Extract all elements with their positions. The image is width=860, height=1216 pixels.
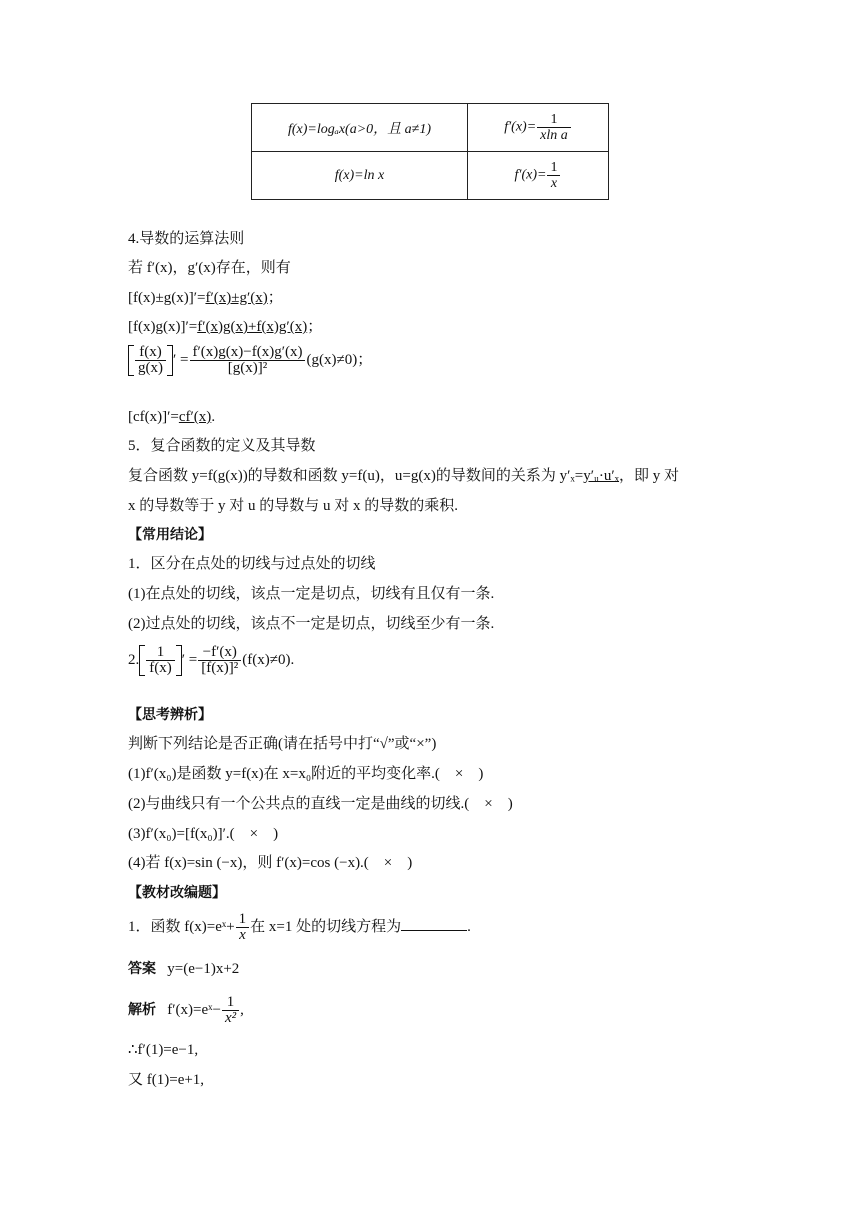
table-cell: f′(x)= $\frac{1}{\text{xln a}}$: [468, 104, 609, 152]
fraction: $\frac{1}{x}$: [236, 912, 250, 943]
rule-product: [f(x)g(x)]′=f′(x)g(x)+f(x)g′(x)；: [128, 319, 323, 335]
section-heading: 【教材改编题】: [128, 885, 226, 901]
exercise-question: 1．函数 f(x)=eˣ+ $\frac{1}{x}$ 在 x=1 处的切线方程为 .: [128, 911, 471, 943]
paragraph: (1)在点处的切线，该点一定是切点，切线有且仅有一条.: [128, 586, 495, 602]
paragraph: (2)过点处的切线，该点不一定是切点，切线至少有一条.: [128, 616, 495, 632]
section-heading: 【思考辨析】: [128, 707, 212, 723]
table-cell: f(x)=logₐx(a>0，且 a≠1): [252, 104, 468, 152]
fraction: $\frac{f'(x)g(x)-f(x)g'(x)}{\text{[g(x)]²}}$: [190, 345, 306, 376]
rule-sum: [f(x)±g(x)]′=f′(x)±g′(x)；: [128, 290, 283, 306]
table-row: [252, 104, 609, 152]
paragraph: 复合函数 y=f(g(x))的导数和函数 y=f(u)，u=g(x)的导数间的关系为 y′ₓ=y′ᵤ·u′ₓ，即 y 对: [128, 468, 680, 484]
section-heading: 【常用结论】: [128, 527, 212, 543]
section-heading: 5．复合函数的定义及其导数: [128, 438, 316, 454]
answer-blank: [401, 916, 467, 931]
list-item: (4)若 f(x)=sin (−x)，则 f′(x)=cos (−x).( × ): [128, 855, 413, 871]
paragraph: 若 f′(x)，g′(x)存在，则有: [128, 260, 291, 276]
fraction: $\frac{1}{\text{xln a}}$: [537, 112, 571, 143]
fraction: $\frac{-f'(x)}{\text{[f(x)]²}}$: [198, 645, 241, 676]
fraction: $\frac{1}{x}$: [547, 160, 560, 191]
table-row: [252, 152, 609, 200]
derivative-formula-table: [251, 103, 609, 200]
paragraph: 1．区分在点处的切线与过点处的切线: [128, 556, 376, 572]
list-item: (1)f′(x₀)是函数 y=f(x)在 x=x₀附近的平均变化率.( × ): [128, 766, 484, 782]
table-cell: f′(x)= $\frac{1}{x}$: [468, 152, 609, 200]
paragraph: 又 f(1)=e+1,: [128, 1072, 205, 1088]
list-item: (3)f′(x₀)=[f(x₀)]′.( × ): [128, 826, 279, 842]
bracket: $\frac{f(x)}{g(x)}$: [128, 345, 173, 376]
paragraph: 判断下列结论是否正确(请在括号中打“√”或“×”): [128, 736, 437, 752]
formula-reciprocal: 2. $\frac{1}{f(x)}$ ′ = $\frac{-f'(x)}{\text{[f(x)]²}}$ (f(x)≠0).: [128, 644, 295, 676]
paragraph: ∴f′(1)=e−1,: [128, 1042, 199, 1058]
analysis-line: 解析 f′(x)=eˣ− $\frac{1}{\text{x²}}$ ,: [128, 994, 244, 1026]
fraction: $\frac{1}{\text{x²}}$: [222, 995, 239, 1026]
rule-quotient: $\frac{f(x)}{g(x)}$ ′ = $\frac{f'(x)g(x)-f(x)g'(x)}{\text{[g(x)]²}}$ (g(x)≠0)；: [128, 345, 372, 376]
table-cell: f(x)=ln x: [252, 152, 468, 200]
bracket: $\frac{1}{f(x)}$: [139, 645, 182, 676]
section-heading: 4.导数的运算法则: [128, 231, 245, 247]
paragraph: x 的导数等于 y 对 u 的导数与 u 对 x 的导数的乘积.: [128, 498, 459, 514]
rule-constant: [cf(x)]′=cf′(x).: [128, 409, 216, 425]
answer-line: 答案 y=(e−1)x+2: [128, 961, 240, 977]
list-item: (2)与曲线只有一个公共点的直线一定是曲线的切线.( × ): [128, 796, 513, 812]
